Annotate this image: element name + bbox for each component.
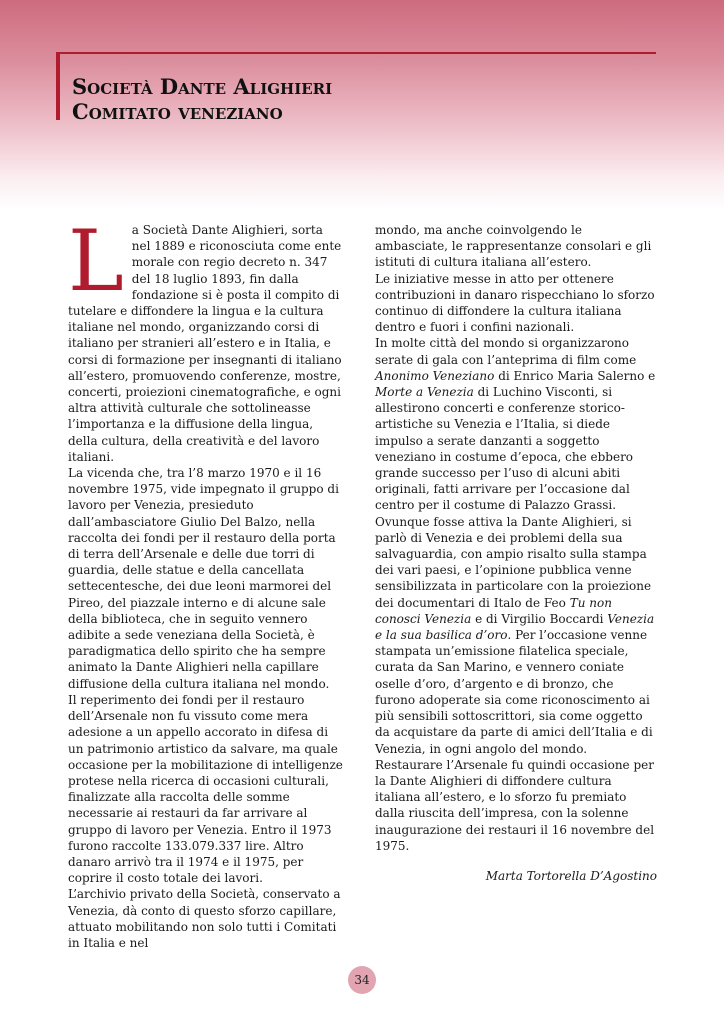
paragraph: Il reperimento dei fondi per il restauro dell’Arsenale non fu vissuto come mera adesione a un appello accorato in difesa di un patrimonio artistico da salvare, ma quale occasione per la mobilitazione di intelligenze protese nella ricerca di occasioni culturali, finalizzate alla raccolta delle somme necessarie ai restauri da far arrivare al gruppo di lavoro per Venezia. Entro il 1973 furono raccolte 133.079.337 lire. Altro danaro arrivò tra il 1974 e il 1975, per coprire il costo totale dei lavori. <box>68 692 343 886</box>
paragraph: mondo, ma anche coinvolgendo le ambasciate, le rappresentanze consolari e gli istituti di cultura italiana all’estero. <box>375 223 652 270</box>
text-run: . Per l’occasione venne stampata un’emissione filatelica speciale, curata da San Marino, e vennero coniate oselle d’oro, d’argento e di bronzo, che furono adoperate sia come riconoscimento ai più sensibili sottoscrittori, sia come oggetto da acquistare da parte di amici dell’Italia e di Venezia, in ogni angolo del mondo. <box>375 628 653 756</box>
title-accent-bar <box>56 52 60 120</box>
paragraph: L’archivio privato della Società, conservato a Venezia, dà conto di questo sforzo capillare, attuato mobilitando non solo tutti i Comitati in Italia e nel <box>68 887 341 950</box>
page-number: 34 <box>348 966 376 994</box>
paragraph: Le iniziative messe in atto per ottenere contribuzioni in danaro rispecchiano lo sforzo continuo di diffondere la cultura italiana dentro e fuori i confini nazionali. <box>375 271 655 335</box>
article-column-left <box>68 212 344 951</box>
documentary-title: Tu non conosci Venezia <box>375 595 612 626</box>
paragraph: Restaurare l’Arsenale fu quindi occasione per la Dante Alighieri di diffondere cultura italiana all’estero, e lo sforzo fu premiato dalla riuscita dell’impresa, con la solenne inaugurazione dei restauri il 16 novembre del 1975. <box>375 757 655 853</box>
paragraph: La vicenda che, tra l’8 marzo 1970 e il 16 novembre 1975, vide impegnato il gruppo di lavoro per Venezia, presieduto dall’ambasciatore Giulio Del Balzo, nella raccolta dei fondi per il restauro della porta di terra dell’Arsenale e delle due torri di guardia, delle statue e della cancellata settecentesche, dei due leoni marmorei del Pireo, del piazzale interno e di alcune sale della biblioteca, che in seguito vennero adibite a sede veneziana della Società, è paradigmatica dello spirito che ha sempre animato la Dante Alighieri nella capillare diffusione della cultura italiana nel mondo. <box>68 466 339 691</box>
title-line-2: Comitato veneziano <box>72 99 283 124</box>
page-title <box>72 74 332 124</box>
paragraph <box>375 335 657 756</box>
header-rule <box>60 52 656 54</box>
film-title: Anonimo Veneziano <box>375 368 495 383</box>
film-title: Morte a Venezia <box>375 385 474 400</box>
article-column-right <box>375 222 657 884</box>
text-run: e di Virgilio Boccardi <box>471 611 608 626</box>
drop-cap: L <box>68 212 124 310</box>
paragraph-intro <box>68 212 344 465</box>
text-run: In molte città del mondo si organizzarono serate di gala con l’anteprima di film come <box>375 336 637 367</box>
title-line-1: Società Dante Alighieri <box>72 74 333 99</box>
text-run: di Enrico Maria Salerno e <box>494 368 656 383</box>
paragraph-intro-text: a Società Dante Alighieri, sorta nel 1889 e riconosciuta come ente morale con regio decreto n. 347 del 18 luglio 1893, fin dalla fondazione si è posta il compito di tutelare e diffondere la lingua e la cultura italiane nel mondo, organizzando corsi di italiano per stranieri all’estero e in Italia, e corsi di formazione per insegnanti di italiano all’estero, promuovendo conferenze, mostre, concerti, proiezioni cinematografiche, e ogni altra attività culturale che sottolineasse l’importanza e la diffusione della lingua, della cultura, della creatività e del lavoro italiani. <box>68 223 342 464</box>
documentary-title: Venezia e la sua basilica d’oro <box>375 611 655 643</box>
text-run: di Luchino Visconti, si allestirono concerti e conferenze storico-artistiche su Venezia e l’Italia, si diede impulso a serate danzanti a soggetto veneziano in costume d’epoca, che ebbero grande successo per l’uso di alcuni abiti originali, fatti arrivare per l’occasione dal centro per il costume di Palazzo Grassi. Ovunque fosse attiva la Dante Alighieri, si parlò di Venezia e dei problemi della sua salvaguardia, con ampio risalto sulla stampa dei vari paesi, e l’opinione pubblica venne sensibilizzata in particolare con la proiezione dei documentari di Italo de Feo <box>375 385 652 610</box>
author-signature: Marta Tortorella D’Agostino <box>485 868 657 883</box>
